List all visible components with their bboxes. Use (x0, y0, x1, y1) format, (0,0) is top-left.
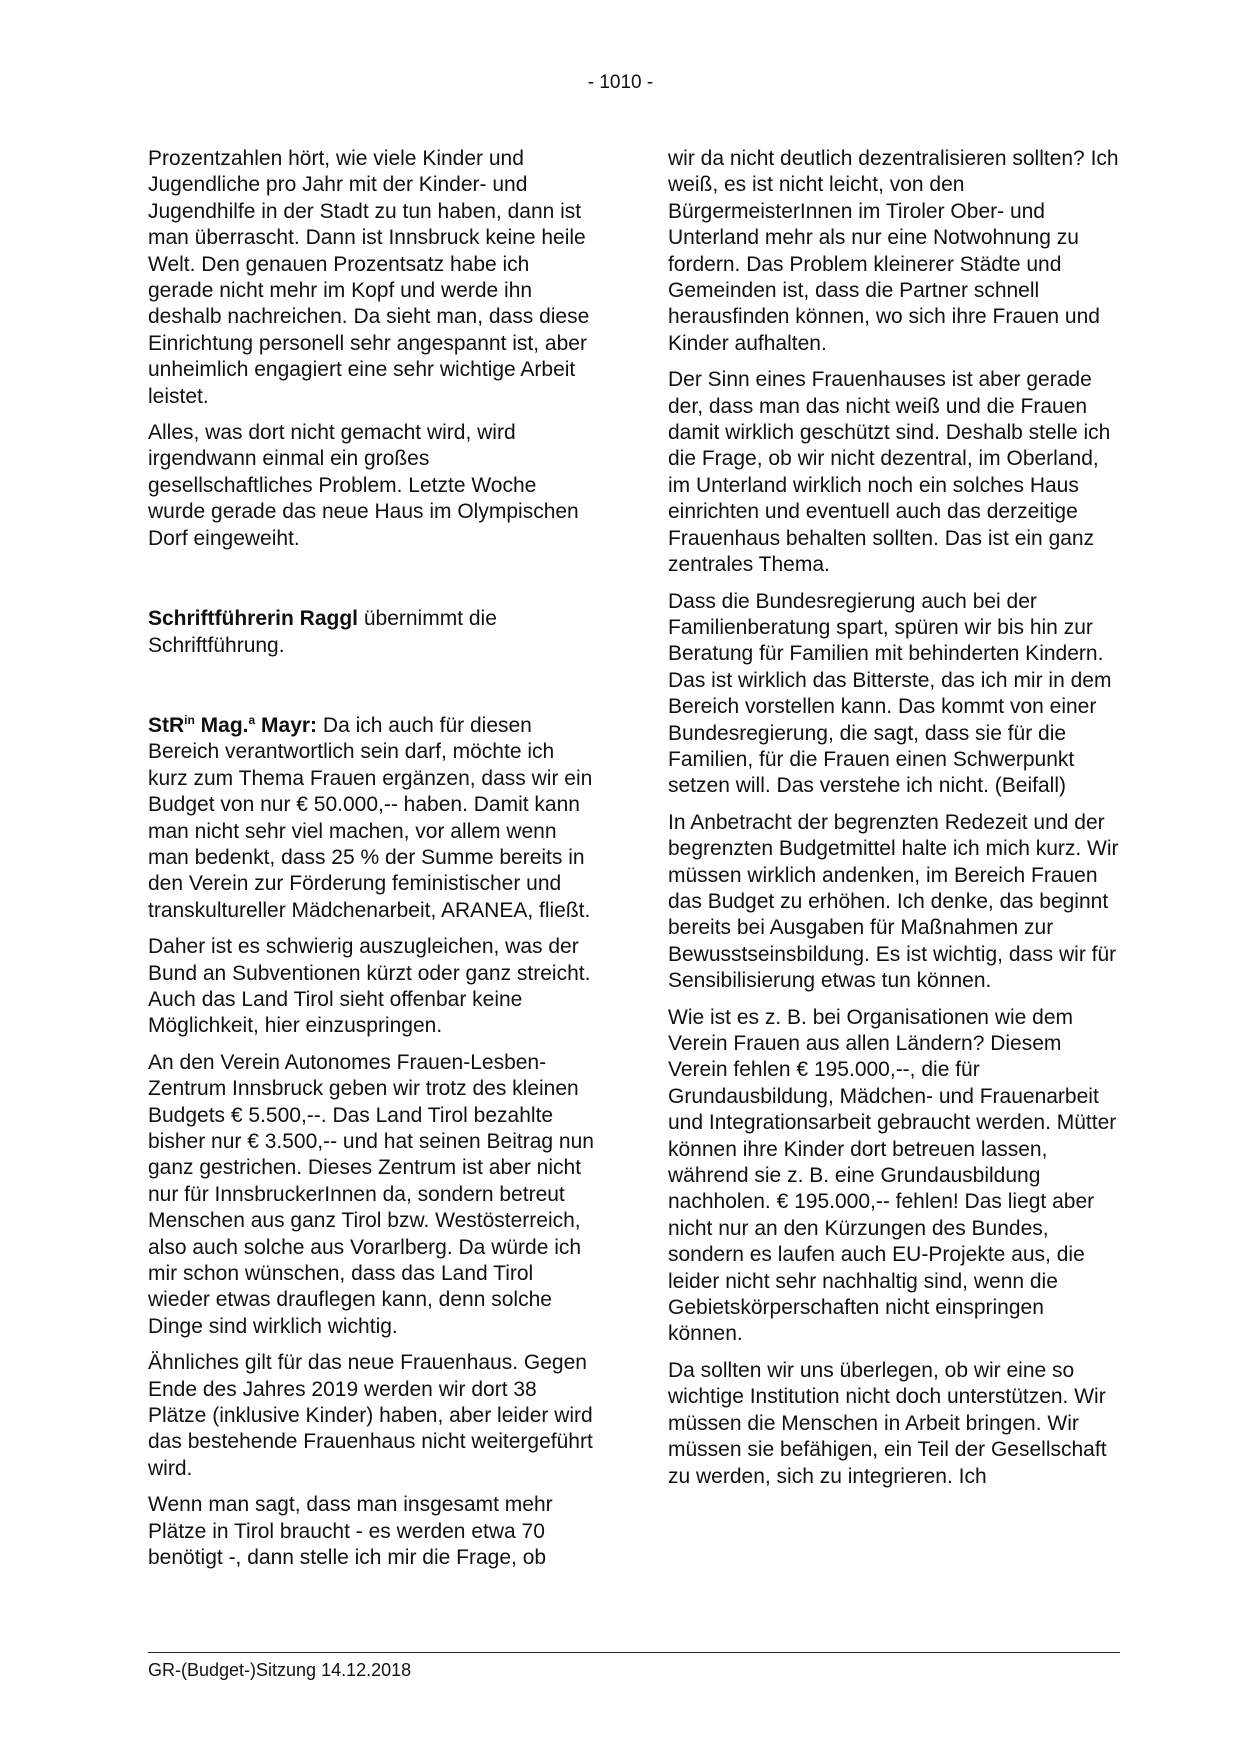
speaker-title-superscript: in (184, 712, 195, 727)
paragraph: An den Verein Autonomes Frauen-Lesben-Zentrum Innsbruck geben wir trotz des kleinen Budgets € 5.500,--. Das Land Tirol bezahlte bisher nur € 3.500,-- und hat seinen Beitrag nun ganz gestrichen. Dieses Zentrum ist aber nicht nur für InnsbruckerInnen da, sondern betreut Menschen aus ganz Tirol bzw. Westösterreich, also auch solche aus Vorarlberg. Da würde ich mir schon wünschen, dass das Land Tirol wieder etwas drauflegen kann, denn solche Dinge sind wirklich wichtig. (148, 1050, 594, 1338)
paragraph: Alles, was dort nicht gemacht wird, wird irgendwann einmal ein großes gesellschaftliches Problem. Letzte Woche wurde gerade das neue Haus im Olympischen Dorf eingeweiht. (148, 421, 579, 550)
paragraph: Daher ist es schwierig auszugleichen, was der Bund an Subventionen kürzt oder ganz streicht. Auch das Land Tirol sieht offenbar keine Möglichkeit, hier einzuspringen. (148, 935, 591, 1038)
paragraph: wir da nicht deutlich dezentralisieren sollten? Ich weiß, es ist nicht leicht, von den BürgermeisterInnen im Tiroler Ober- und Unterland mehr als nur eine Notwohnung zu fordern. Das Problem kleinerer Städte und Gemeinden ist, dass die Partner schnell herausfinden können, wo sich ihre Frauen und Kinder aufhalten. (668, 147, 1119, 355)
speaker-name (148, 714, 317, 737)
paragraph: Da sollten wir uns überlegen, ob wir eine so wichtige Institution nicht doch unterstützen. Wir müssen die Menschen in Arbeit bringen. Wir müssen sie befähigen, ein Teil der Gesellschaft zu werden, sich zu integrieren. Ich (668, 1358, 1107, 1488)
footer-divider (148, 1652, 1120, 1653)
secretary-note (148, 606, 596, 659)
paragraph: Ähnliches gilt für das neue Frauenhaus. Gegen Ende des Jahres 2019 werden wir dort 38 Plätze (inklusive Kinder) haben, aber leider wird das bestehende Frauenhaus nicht weitergeführt wird. (148, 1351, 593, 1480)
speaker-name: Schriftführerin Raggl (148, 607, 359, 631)
paragraph: Prozentzahlen hört, wie viele Kinder und Jugendliche pro Jahr mit der Kinder- und Jugendhilfe in der Stadt zu tun haben, dann ist man überrascht. Dann ist Innsbruck keine heile Welt. Den genauen Prozentsatz habe ich gerade nicht mehr im Kopf und werde ihn deshalb nachreichen. Da sieht man, dass diese Einrichtung personell sehr angespannt ist, aber unheimlich engagiert eine sehr wichtige Arbeit leistet. (148, 147, 590, 408)
paragraph: Dass die Bundesregierung auch bei der Familienberatung spart, spüren wir bis hin zur Beratung für Familien mit behinderten Kindern. Das ist wirklich das Bitterste, das ich mir in dem Bereich vorstellen kann. Das kommt von einer Bundesregierung, die sagt, dass sie für die Familien, für die Frauen einen Schwerpunkt setzen will. Das verstehe ich nicht. (Beifall) (668, 589, 1112, 798)
paragraph-text: Da ich auch für diesen Bereich verantwortlich sein darf, möchte ich kurz zum Thema Frauen ergänzen, dass wir ein Budget von nur € 50.000,-- haben. Damit kann man nicht sehr viel machen, vor allem wenn man bedenkt, dass 25 % der Summe bereits in den Verein zur Förderung feministischer und transkultureller Mädchenarbeit, ARANEA, fließt. (148, 713, 593, 922)
speaker-surname: Mayr: (255, 713, 318, 737)
speech-start (148, 713, 596, 924)
paragraph: Der Sinn eines Frauenhauses ist aber gerade der, dass man das nicht weiß und die Frauen damit wirklich geschützt sind. Deshalb stelle ich die Frage, ob wir nicht dezentral, im Oberland, im Unterland wirklich noch ein solches Haus einrichten und eventuell auch das derzeitige Frauenhaus behalten sollten. Das ist ein ganz zentrales Thema. (668, 368, 1111, 577)
right-column (668, 146, 1120, 1500)
speaker-degree: Mag. (194, 713, 249, 737)
paragraph: In Anbetracht der begrenzten Redezeit und der begrenzten Budgetmittel halte ich mich kurz. Wir müssen wirklich andenken, im Bereich Frauen das Budget zu erhöhen. Ich denke, das beginnt bereits bei Ausgaben für Maßnahmen zur Bewusstseinsbildung. Es ist wichtig, dass wir für Sensibilisierung etwas tun können. (668, 810, 1119, 993)
paragraph-text: übernimmt die Schriftführung. (148, 607, 497, 657)
speaker-title: StR (148, 713, 185, 737)
paragraph: Wenn man sagt, dass man insgesamt mehr Plätze in Tirol braucht - es werden etwa 70 benötigt -, dann stelle ich mir die Frage, ob (148, 1493, 553, 1570)
footer-session-label: GR-(Budget-)Sitzung 14.12.2018 (148, 1660, 412, 1680)
speaker-degree-superscript: a (248, 712, 256, 727)
page-number: - 1010 - (587, 72, 654, 93)
paragraph: Wie ist es z. B. bei Organisationen wie dem Verein Frauen aus allen Ländern? Diesem Verein fehlen € 195.000,--, die für Grundausbildung, Mädchen- und Frauenarbeit und Integrationsarbeit gebraucht werden. Mütter können ihre Kinder dort betreuen lassen, während sie z. B. eine Grundausbildung nachholen. € 195.000,-- fehlen! Das liegt aber nicht nur an den Kürzungen des Bundes, sondern es laufen auch EU-Projekte aus, die leider nicht sehr nachhaltig sind, wenn die Gebietskörperschaften nicht einspringen können. (668, 1005, 1117, 1346)
left-column (148, 146, 596, 1582)
